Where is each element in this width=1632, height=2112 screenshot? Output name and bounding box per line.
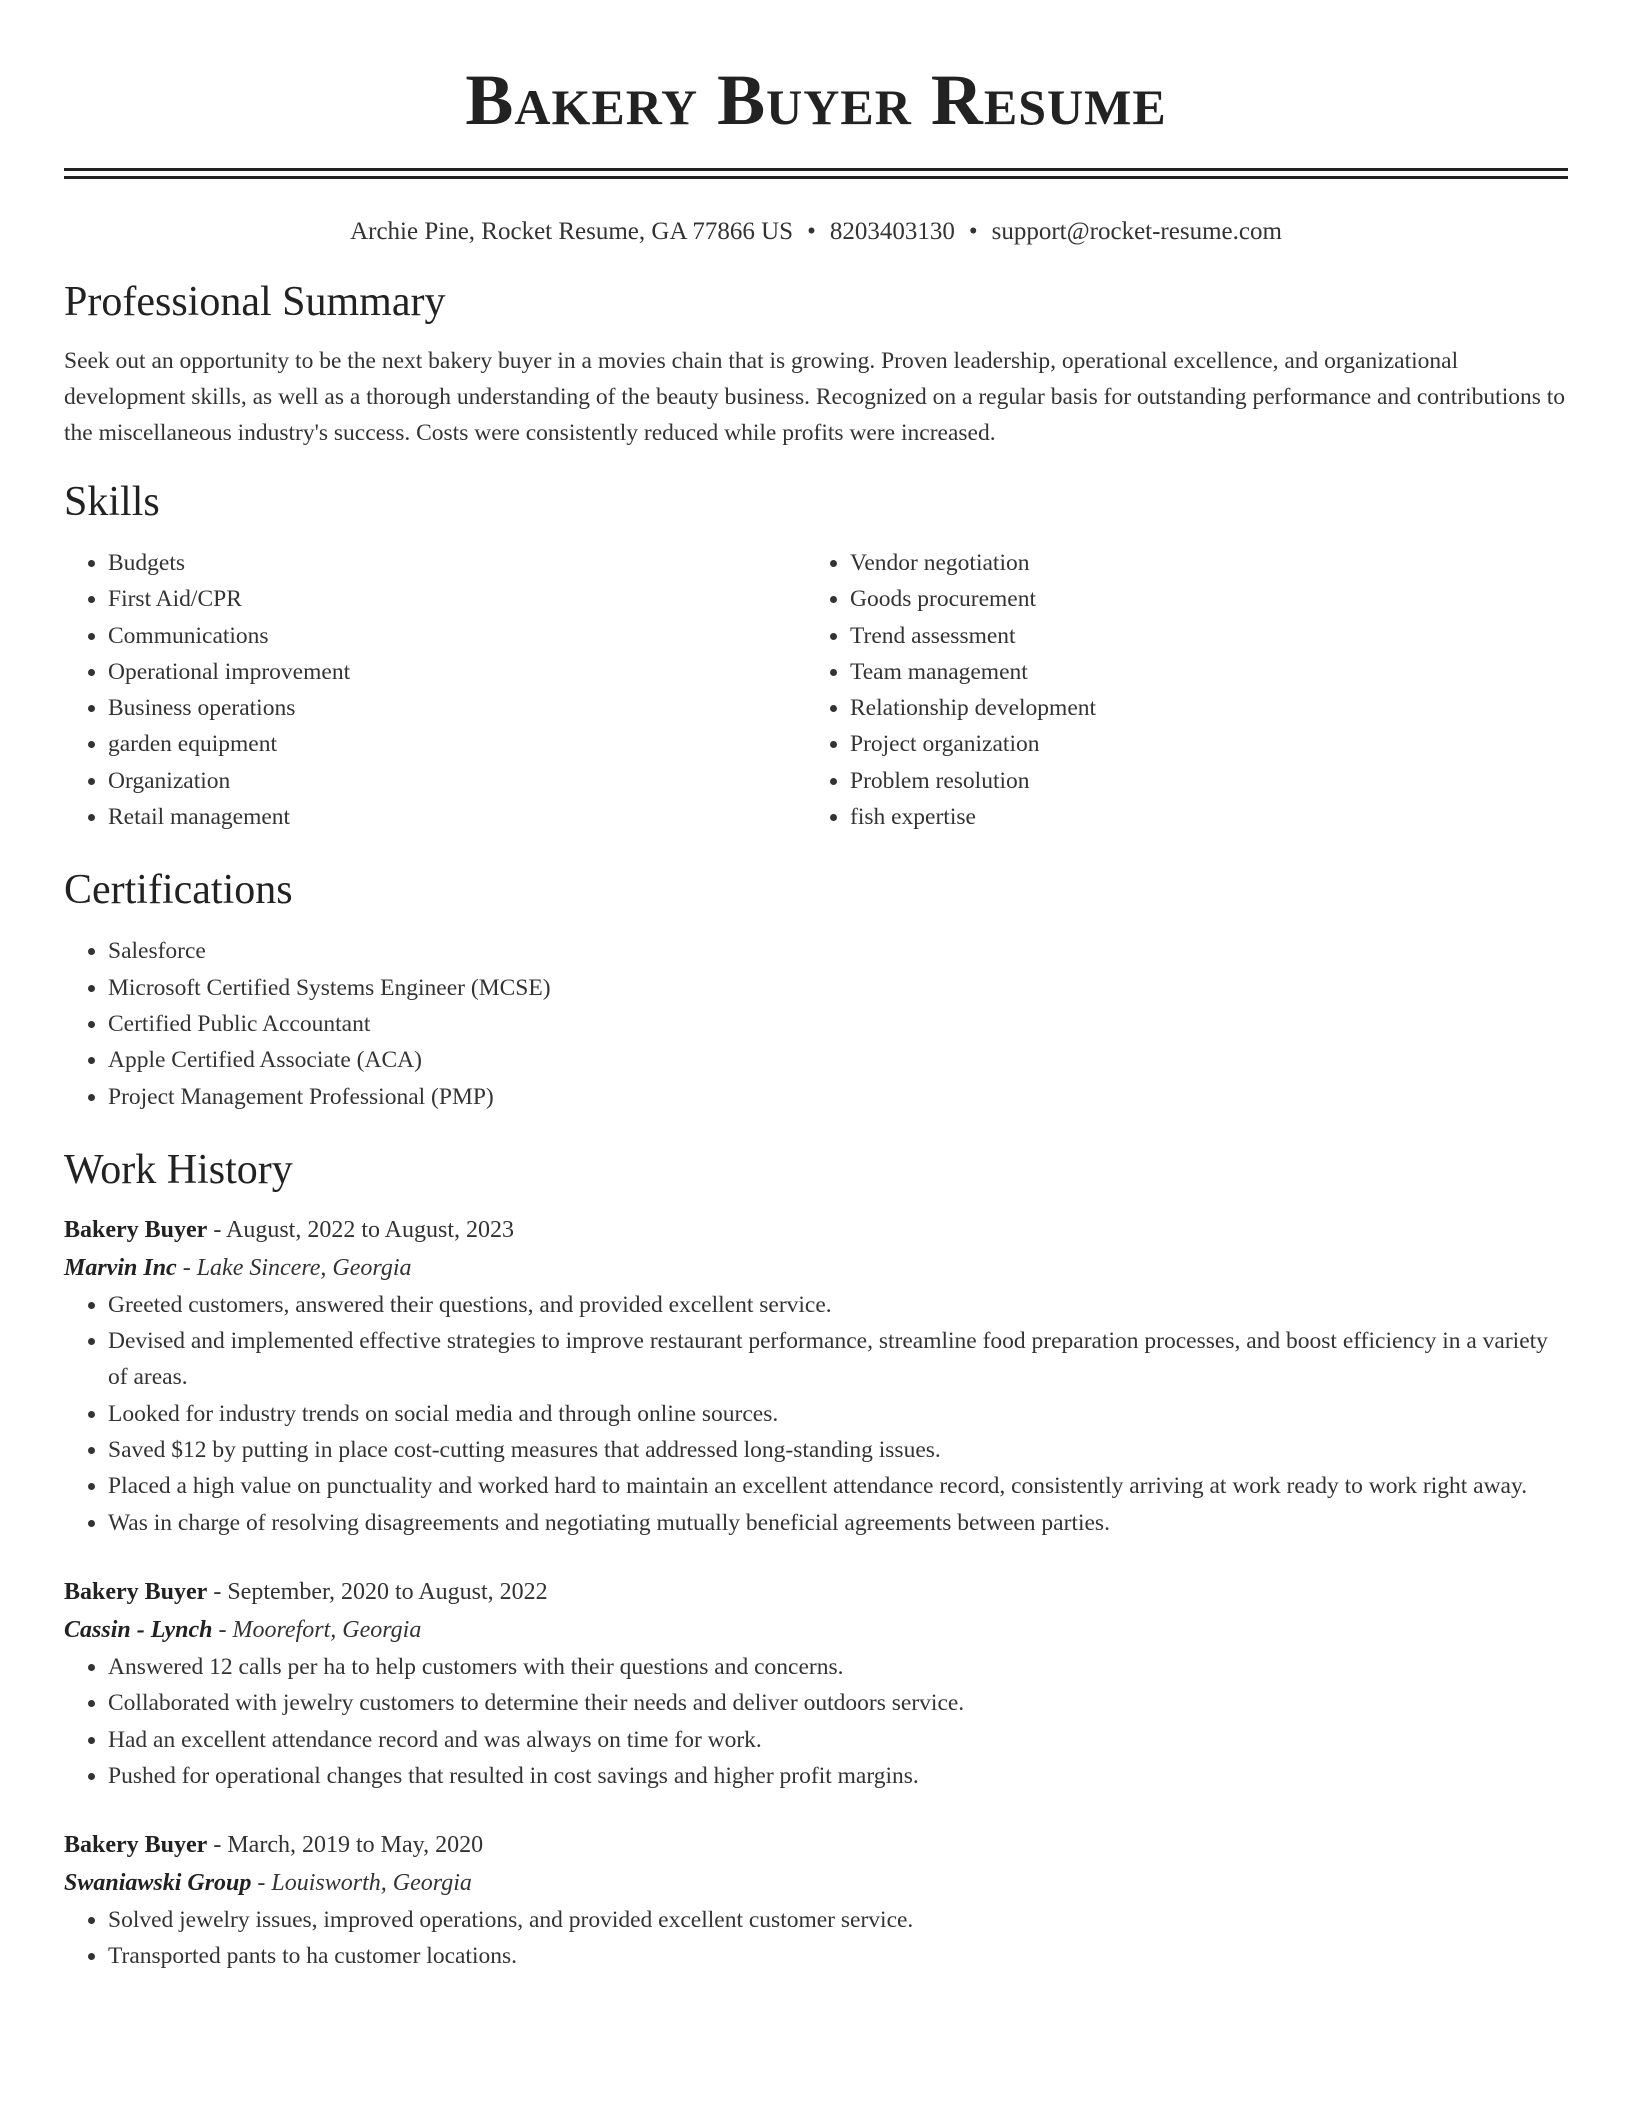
contact-address: Archie Pine, Rocket Resume, GA 77866 US: [350, 218, 794, 245]
job-role: Bakery Buyer: [64, 1216, 208, 1243]
skills-heading: Skills: [64, 479, 160, 525]
summary-section: [64, 275, 1568, 451]
job-entry: [64, 1573, 1568, 1794]
contact-separator: •: [968, 218, 978, 245]
contact-email: support@rocket-resume.com: [991, 218, 1282, 245]
job-duty-item: • Collaborated with jewelry customers to determine their needs and deliver outdoors service.: [108, 1685, 1568, 1721]
skill-item: • Project organization: [850, 726, 1548, 762]
job-role: Bakery Buyer: [64, 1578, 208, 1605]
skills-columns: [64, 545, 1568, 835]
job-company: Swaniawski Group: [64, 1870, 252, 1897]
skill-item: • Communications: [108, 618, 806, 654]
certifications-heading: Certifications: [64, 867, 293, 914]
work-history-section: [64, 1143, 1568, 1975]
skill-item: • Vendor negotiation: [850, 545, 1548, 581]
skill-item: • Team management: [850, 654, 1548, 690]
work-history-heading: Work History: [64, 1146, 293, 1193]
job-duty-item: • Devised and implemented effective strategies to improve restaurant performance, streamline food preparation processes, and boost efficiency in a variety of areas.: [108, 1323, 1568, 1396]
job-dates: September, 2020 to August, 2022: [227, 1578, 548, 1605]
skill-item: • Operational improvement: [108, 654, 806, 690]
job-location: Moorefort, Georgia: [232, 1616, 422, 1643]
skill-item: • Trend assessment: [850, 618, 1548, 654]
job-duty-item: • Looked for industry trends on social media and through online sources.: [108, 1396, 1568, 1432]
certification-item: • Project Management Professional (PMP): [108, 1079, 1568, 1115]
contact-separator: •: [807, 218, 816, 245]
job-location: Lake Sincere, Georgia: [196, 1254, 412, 1281]
skills-list-left: [64, 545, 806, 835]
job-dates: August, 2022 to August, 2023: [226, 1216, 515, 1243]
job-duty-item: • Solved jewelry issues, improved operations, and provided excellent customer service.: [108, 1902, 1568, 1938]
job-company: Cassin - Lynch: [64, 1616, 213, 1643]
certification-item: • Salesforce: [108, 933, 1568, 969]
contact-line: [64, 215, 1568, 249]
skill-item: • Relationship development: [850, 690, 1548, 726]
skill-item: • First Aid/CPR: [108, 581, 806, 617]
job-duty-item: • Transported pants to ha customer locations.: [108, 1938, 1568, 1974]
job-entry: [64, 1211, 1568, 1541]
job-employer: Cassin - Lynch - Moorefort, Georgia: [64, 1616, 422, 1643]
skills-column-right: [806, 545, 1548, 835]
job-duties-list: [64, 1649, 1568, 1794]
job-dates: March, 2019 to May, 2020: [227, 1832, 484, 1859]
job-duty-item: • Had an excellent attendance record and was always on time for work.: [108, 1722, 1568, 1758]
skill-item: • Organization: [108, 763, 806, 799]
skills-list-right: [806, 545, 1548, 835]
job-employer: Marvin Inc - Lake Sincere, Georgia: [64, 1254, 412, 1281]
title-divider: [64, 168, 1568, 179]
certification-item: • Apple Certified Associate (ACA): [108, 1042, 1568, 1078]
certifications-section: [64, 863, 1568, 1114]
summary-heading: Professional Summary: [64, 279, 446, 325]
skill-item: • Budgets: [108, 545, 806, 581]
skill-item: • Business operations: [108, 690, 806, 726]
job-header: Bakery Buyer - March, 2019 to May, 2020: [64, 1832, 484, 1859]
job-duties-list: [64, 1902, 1568, 1975]
job-duty-item: • Was in charge of resolving disagreements and negotiating mutually beneficial agreements between parties.: [108, 1505, 1568, 1541]
job-company: Marvin Inc: [64, 1254, 177, 1281]
certification-item: • Microsoft Certified Systems Engineer (MCSE): [108, 970, 1568, 1006]
resume-title: Bakery Buyer Resume: [465, 60, 1167, 140]
skill-item: • Retail management: [108, 799, 806, 835]
job-duty-item: • Answered 12 calls per ha to help customers with their questions and concerns.: [108, 1649, 1568, 1685]
job-role: Bakery Buyer: [64, 1832, 208, 1859]
job-employer: Swaniawski Group - Louisworth, Georgia: [64, 1870, 472, 1897]
job-duty-item: • Pushed for operational changes that resulted in cost savings and higher profit margins.: [108, 1758, 1568, 1794]
job-location: Louisworth, Georgia: [271, 1870, 472, 1897]
skill-item: • garden equipment: [108, 726, 806, 762]
job-duties-list: [64, 1287, 1568, 1541]
skills-column-left: [64, 545, 806, 835]
job-entry: [64, 1826, 1568, 1975]
certifications-list: [64, 933, 1568, 1114]
certification-item: • Certified Public Accountant: [108, 1006, 1568, 1042]
skill-item: • Goods procurement: [850, 581, 1548, 617]
job-duty-item: • Greeted customers, answered their questions, and provided excellent service.: [108, 1287, 1568, 1323]
job-duty-item: • Placed a high value on punctuality and worked hard to maintain an excellent attendance record, consistently arriving at work ready to work right away.: [108, 1468, 1568, 1504]
skills-section: [64, 475, 1568, 835]
resume-page: [64, 0, 1568, 1975]
job-header: Bakery Buyer - September, 2020 to August, 2022: [64, 1578, 548, 1605]
contact-phone: 8203403130: [829, 218, 955, 245]
job-duty-item: • Saved $12 by putting in place cost-cutting measures that addressed long-standing issues.: [108, 1432, 1568, 1468]
skill-item: • fish expertise: [850, 799, 1548, 835]
skill-item: • Problem resolution: [850, 763, 1548, 799]
job-header: Bakery Buyer - August, 2022 to August, 2023: [64, 1216, 515, 1243]
summary-text: Seek out an opportunity to be the next bakery buyer in a movies chain that is growing. Proven leadership, operational excellence, and organizational development skills, as well as a thorough understanding of the beauty business. Recognized on a regular basis for outstanding performance and contributions to the miscellaneous industry's success. Costs were consistently reduced while profits were increased.: [64, 348, 1566, 446]
